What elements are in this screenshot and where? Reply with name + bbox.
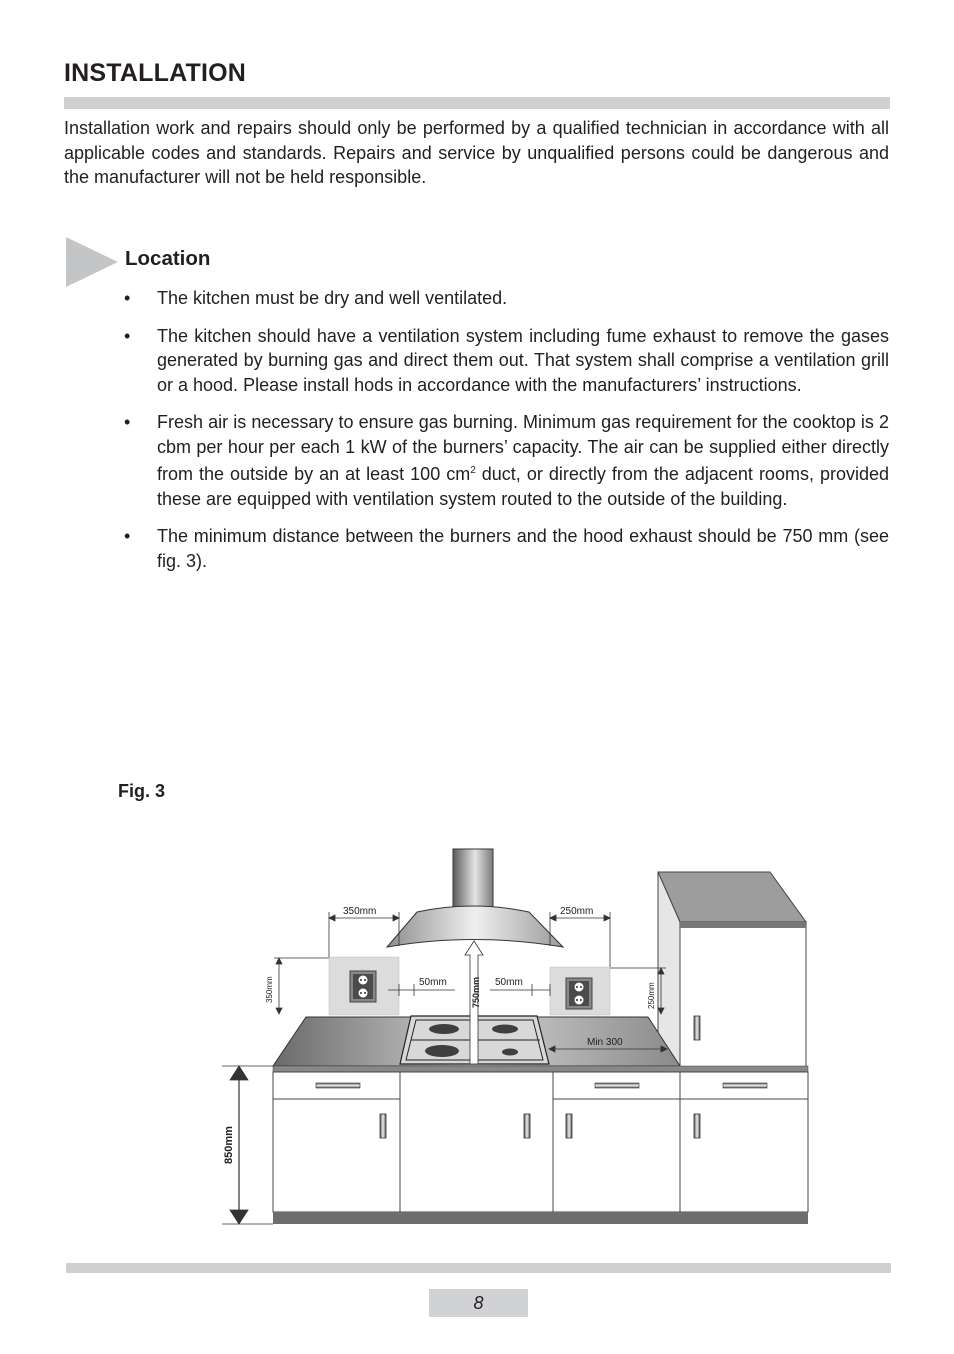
list-item bbox=[118, 286, 889, 311]
page-title: INSTALLATION bbox=[64, 59, 247, 87]
list-item bbox=[118, 410, 889, 511]
bullet-icon: • bbox=[124, 288, 131, 308]
bullet-text: The kitchen should have a ventilation system including fume exhaust to remove the gases generated by burning gas and direct them out. That system shall comprise a ventilation grill or a hood. Please install hods in accordance with the manufacturers’ instructions. bbox=[157, 325, 889, 395]
dim-hood-distance: 750mm bbox=[471, 976, 481, 1008]
bullet-text: The minimum distance between the burners and the hood exhaust should be 750 mm (see fig. 3). bbox=[157, 526, 889, 571]
intro-paragraph: Installation work and repairs should only be performed by a qualified technician in accordance with all applicable codes and standards. Repairs and service by unqualified persons could be dangerous and the manufacturer will not be held responsible. bbox=[64, 118, 889, 187]
dim-left-height: 350mm bbox=[265, 976, 274, 1003]
figure-label: Fig. 3 bbox=[118, 781, 166, 801]
section-arrow-icon bbox=[66, 237, 118, 287]
bullet-text bbox=[157, 412, 889, 509]
range-hood bbox=[387, 849, 563, 947]
dim-right-clearance: 250mm bbox=[560, 906, 594, 917]
installation-figure bbox=[215, 840, 815, 1230]
bullet-icon: • bbox=[124, 526, 131, 546]
bullet-icon: • bbox=[124, 412, 131, 432]
bullet-text-part: duct, or directly from the adjacent rooms, provided these are equipped with ventilation system routed to the outside of the building. bbox=[157, 464, 890, 509]
bullet-icon: • bbox=[124, 325, 131, 346]
dim-left-clearance: 350mm bbox=[343, 906, 377, 917]
footer-divider bbox=[66, 1263, 891, 1273]
title-divider bbox=[64, 97, 890, 109]
dim-min-side: Min 300 bbox=[587, 1037, 623, 1048]
page-number: 8 bbox=[429, 1289, 528, 1317]
right-socket-icon bbox=[566, 978, 592, 1009]
dim-left-gap: 50mm bbox=[419, 977, 447, 988]
dim-right-gap: 50mm bbox=[495, 977, 523, 988]
location-bullet-list bbox=[118, 286, 889, 586]
superscript: 2 bbox=[470, 465, 476, 476]
section-heading-location: Location bbox=[125, 247, 211, 270]
dim-right-height: 250mm bbox=[647, 982, 656, 1009]
left-socket-icon bbox=[350, 971, 376, 1002]
tall-cabinet bbox=[658, 872, 806, 1068]
list-item bbox=[118, 324, 889, 398]
list-item bbox=[118, 524, 889, 573]
base-cabinets bbox=[273, 1066, 808, 1224]
dim-counter-height: 850mm bbox=[223, 1126, 235, 1164]
bullet-text-part: Fresh air is necessary to ensure gas burning. Minimum gas requirement for the cooktop is 2 cbm per hour per each 1 kW of the burners’ capacity. The air can be supplied either directly from the outside by an at least 100 cm bbox=[157, 412, 889, 484]
bullet-text: The kitchen must be dry and well ventilated. bbox=[157, 288, 508, 308]
